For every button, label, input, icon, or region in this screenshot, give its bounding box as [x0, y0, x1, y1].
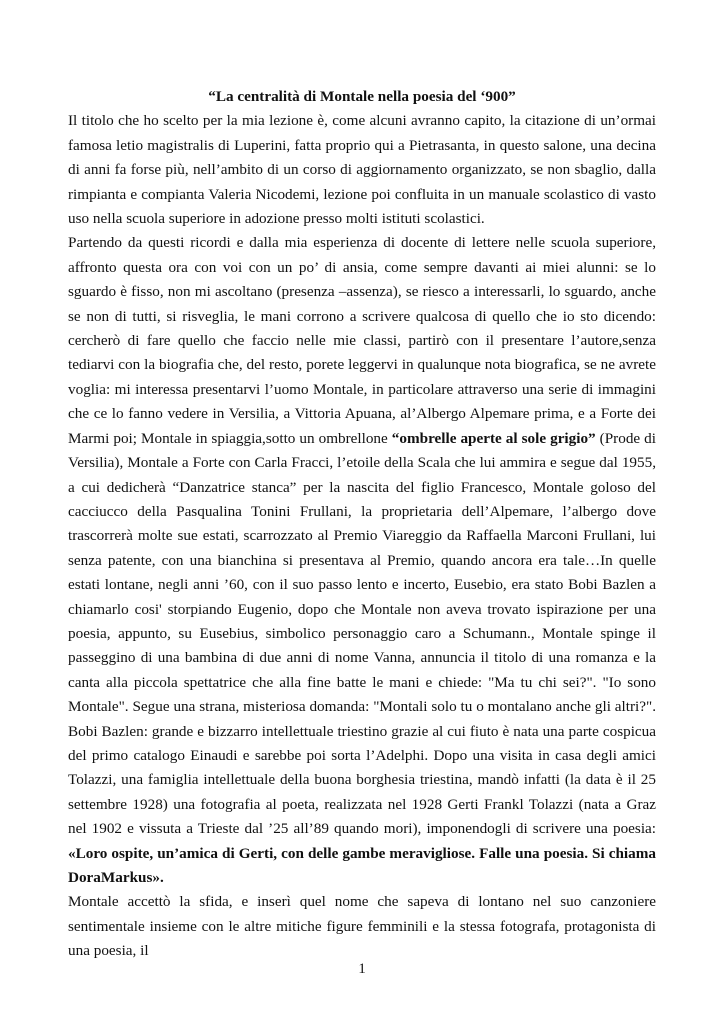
document-title: “La centralità di Montale nella poesia del ‘900” — [208, 88, 516, 105]
paragraph-montale-versilia — [68, 231, 656, 890]
document-page — [68, 85, 656, 964]
page-number: 1 — [358, 960, 366, 977]
paragraph-text-segment: Partendo da questi ricordi e dalla mia esperienza di docente di lettere nelle scuola superiore, affronto questa ora con voi con un po’ di ansia, come sempre davanti ai miei alunni: se lo sguardo è fisso, non mi ascoltano (presenza –assenza), se riesco a interessarli, lo sguardo, anche se non di tutti, si risveglia, le mani corrono a scrivere qualcosa di quello che io sto dicendo: cercherò di fare quello che faccio nelle mie classi, partirò con il presentare l’autore,senza tediarvi con la biografia che, del resto, porete leggervi in qualunque nota biografica, se ne avrete voglia: mi interessa presentarvi l’uomo Montale, in particolare attraverso una serie di immagini che ce lo fanno vedere in Versilia, a Vittoria Apuana, al’Albergo Alpemare prima, e a Forte dei Marmi poi; Montale in spiaggia,sotto un ombrellone — [68, 234, 656, 447]
paragraph-sfida: Montale accettò la sfida, e inserì quel nome che sapeva di lontano nel suo canzoniere sentimentale insieme con le altre mitiche figure femminili e la stessa fotografa, protagonista di una poesia, il — [68, 893, 656, 960]
quote-ombrelle-aperte: “ombrelle aperte al sole grigio” — [391, 429, 596, 447]
paragraph-intro: Il titolo che ho scelto per la mia lezione è, come alcuni avranno capito, la citazione di un’ormai famosa letio magistralis di Luperini, fatta proprio qui a Pietrasanta, in questo salone, una decina di anni fa forse più, nell’ambito di un corso di aggiornamento organizzato, se non sbaglio, dalla rimpianta e compianta Valeria Nicodemi, lezione poi confluita in un manuale scolastico di vasto uso nella scuola superiore in adozione presso molti istituti scolastici. — [68, 112, 656, 228]
quote-dora-markus: «Loro ospite, un’amica di Gerti, con delle gambe meravigliose. Falle una poesia. Si chiama DoraMarkus». — [68, 844, 656, 886]
paragraph-text-segment: (Prode di Versilia), Montale a Forte con Carla Fracci, l’etoile della Scala che lui ammira e segue dal 1955, a cui dedicherà “Danzatrice stanca” per la nascita del figlio Francesco, Montale goloso del cacciucco della Pasqualina Tonini Frullani, la proprietaria dell’Alpemare, l’albergo dove trascorrerà molte sue estati, scarrozzato al Premio Viareggio da Raffaella Marconi Frullani, lui senza patente, con una bianchina si presentava al Premio, quando ancora era tale…In quelle estati lontane, negli anni ’60, con il suo passo lento e incerto, Eusebio, era stato Bobi Bazlen a chiamarlo cosi' storpiando Eugenio, dopo che Montale non aveva trovato ispirazione per una poesia, appunto, su Eusebius, simbolico personaggio caro a Schumann., Montale spinge il passeggino di una bambina di due anni di nome Vanna, annuncia il titolo di una romanza e la canta alla piccola spettatrice che alla fine batte le mani e chiede: "Ma tu chi sei?". "Io sono Montale". Segue una strana, misteriosa domanda: "Montali solo tu o montalano anche gli altri?". Bobi Bazlen: grande e bizzarro intellettuale triestino grazie al cui fiuto è nata una parte cospicua del primo catalogo Einaudi e sarebbe poi sorta l’Adelphi. Dopo una visita in casa degli amici Tolazzi, una famiglia intellettuale della buona borghesia triestina, mandò infatti (la data è il 25 settembre 1928) una fotografia al poeta, realizzata nel 1928 Gerti Frankl Tolazzi (nata a Graz nel 1902 e vissuta a Trieste dal ’25 all’89 quando mori), imponendogli di scrivere una poesia: — [68, 429, 656, 838]
